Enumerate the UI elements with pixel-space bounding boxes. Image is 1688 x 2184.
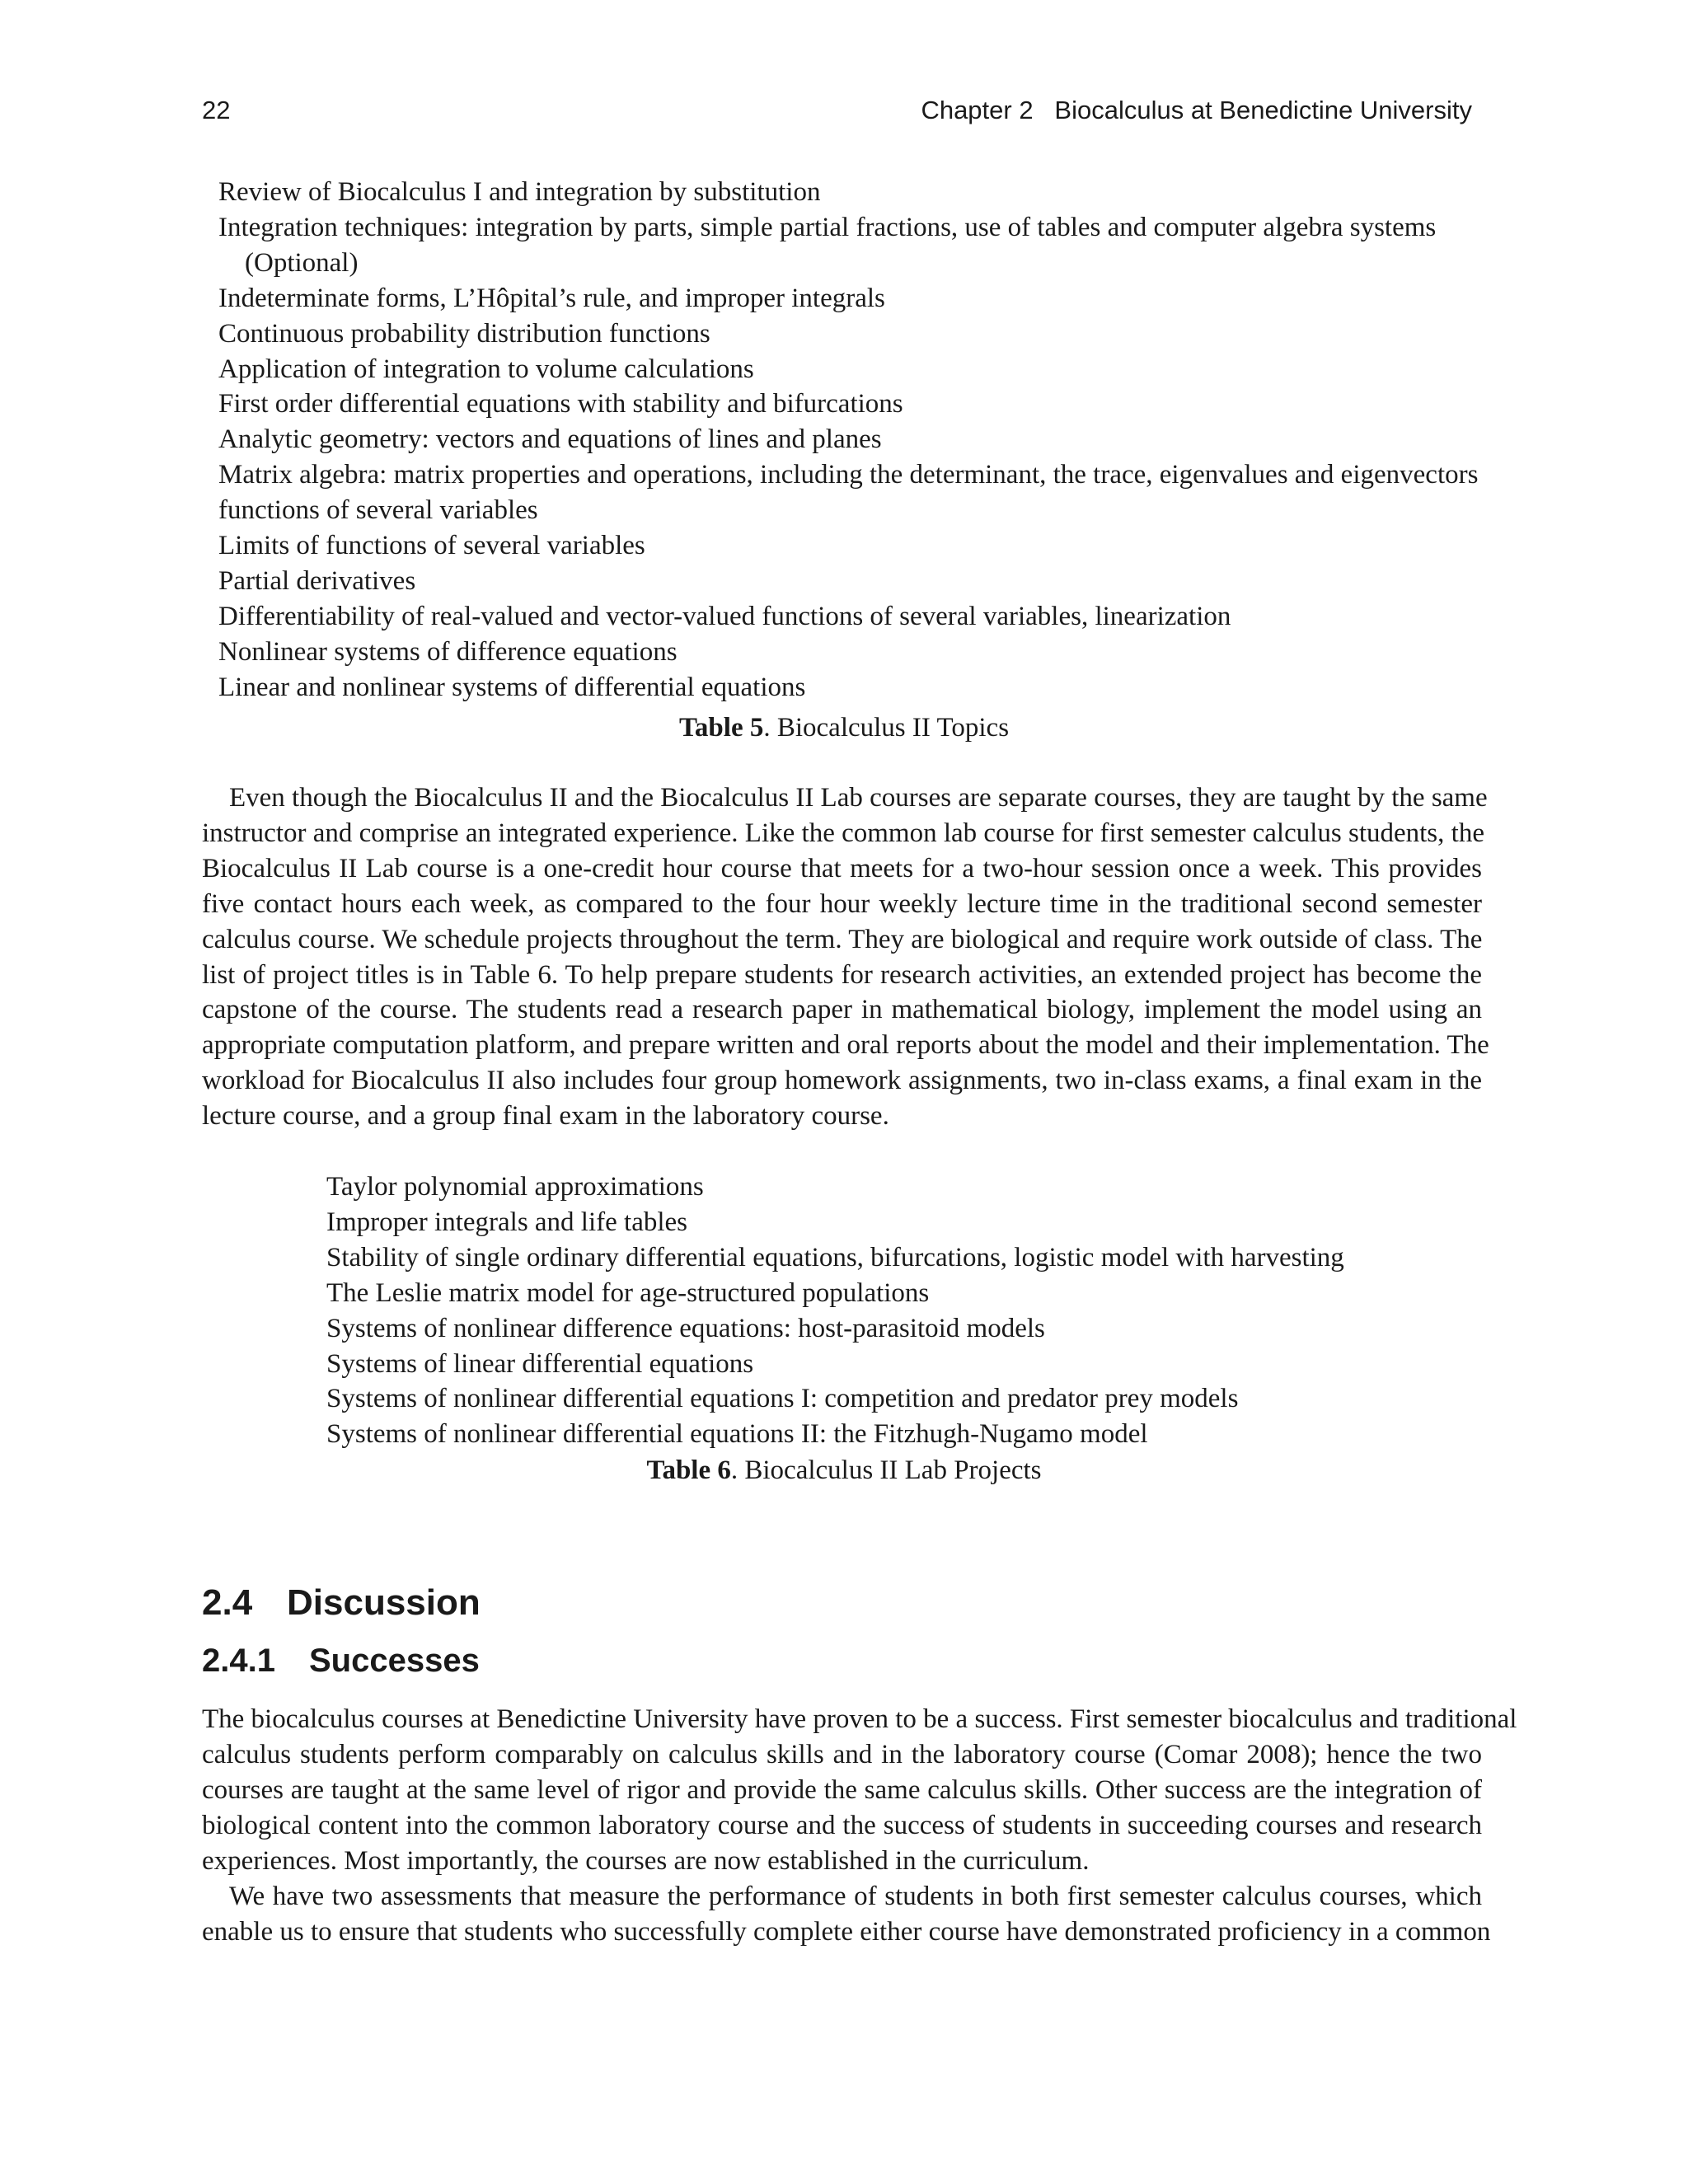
list-item: Systems of nonlinear differential equations II: the Fitzhugh-Nugamo model: [326, 1419, 1148, 1450]
list-item: Linear and nonlinear systems of differential equations: [218, 672, 806, 702]
list-item: Nonlinear systems of difference equations: [218, 636, 678, 667]
list-item: Limits of functions of several variables: [218, 531, 645, 561]
page-number: 22: [202, 96, 231, 124]
list-item: Systems of nonlinear differential equations I: competition and predator prey models: [326, 1384, 1239, 1414]
text-line: experiences. Most importantly, the courses are now established in the curriculum.: [202, 1845, 1090, 1876]
text-line: workload for Biocalculus II also includes four group homework assignments, two in-class exams, a final exam in the: [202, 1066, 1482, 1096]
running-header: [202, 92, 1472, 129]
text-line: calculus course. We schedule projects throughout the term. They are biological and require work outside of class. The: [202, 924, 1483, 954]
body-paragraph-2: [202, 1702, 1517, 1879]
caption-text: . Biocalculus II Lab Projects: [730, 1455, 1042, 1485]
list-item: Integration techniques: integration by parts, simple partial fractions, use of tables and computer algebra systems: [218, 212, 1437, 242]
text-line: calculus students perform comparably on calculus skills and in the laboratory course (Comar 2008); hence the two: [202, 1739, 1482, 1769]
text-line: Biocalculus II Lab course is a one-credit hour course that meets for a two-hour session once a week. This provides: [202, 853, 1482, 883]
list-item: Partial derivatives: [218, 565, 416, 596]
text-line: appropriate computation platform, and prepare written and oral reports about the model and their implementation. The: [202, 1030, 1489, 1061]
text-line: enable us to ensure that students who successfully complete either course have demonstrated proficiency in a common: [202, 1916, 1491, 1947]
list-item: (Optional): [245, 247, 359, 278]
text-line: lecture course, and a group final exam in the laboratory course.: [202, 1101, 889, 1132]
caption-text: . Biocalculus II Topics: [763, 713, 1010, 743]
text-line: biological content into the common laboratory course and the success of students in succeeding courses and research: [202, 1810, 1482, 1840]
list-item: The Leslie matrix model for age-structured populations: [326, 1277, 930, 1308]
table5-caption: [0, 710, 1688, 746]
list-item: Systems of nonlinear difference equations: host-parasitoid models: [326, 1313, 1045, 1343]
text-line: list of project titles is in Table 6. To help prepare students for research activities, an extended project has become the: [202, 959, 1482, 990]
caption-label: Table 6: [646, 1455, 731, 1485]
list-item: Differentiability of real-valued and vector-valued functions of several variables, linearization: [218, 601, 1231, 631]
list-item: Improper integrals and life tables: [326, 1207, 688, 1237]
table6-project-list: [326, 1169, 1480, 1452]
caption-label: Table 5: [678, 713, 764, 743]
body-paragraph-3: [202, 1879, 1491, 1950]
list-item: Matrix algebra: matrix properties and operations, including the determinant, the trace, eigenvalues and eigenvectors: [218, 460, 1479, 490]
text-line: capstone of the course. The students read a research paper in mathematical biology, implement the model using an: [202, 995, 1482, 1025]
list-item: First order differential equations with stability and bifurcations: [218, 389, 903, 419]
text-line: We have two assessments that measure the performance of students in both first semester calculus courses, which: [229, 1882, 1482, 1911]
list-item: functions of several variables: [218, 495, 538, 526]
text-line: five contact hours each week, as compared to the four hour weekly lecture time in the traditional second semester: [202, 888, 1482, 919]
subsection-heading: [202, 1643, 480, 1680]
text-line: Even though the Biocalculus II and the Biocalculus II Lab courses are separate courses, they are taught by the same: [229, 783, 1488, 813]
section-heading: [202, 1582, 481, 1624]
list-item: Taylor polynomial approximations: [326, 1172, 704, 1202]
text-line: The biocalculus courses at Benedictine University have proven to be a success. First semester biocalculus and traditional: [202, 1704, 1517, 1734]
table5-topic-list: [218, 175, 1479, 705]
list-item: Review of Biocalculus I and integration by substitution: [218, 177, 821, 207]
body-paragraph-1: [202, 780, 1489, 1134]
section-title: Discussion: [287, 1582, 481, 1623]
text-line: instructor and comprise an integrated experience. Like the common lab course for first semester calculus students, the: [202, 818, 1484, 848]
list-item: Continuous probability distribution functions: [218, 318, 710, 349]
list-item: Analytic geometry: vectors and equations of lines and planes: [218, 424, 882, 455]
list-item: Systems of linear differential equations: [326, 1348, 754, 1379]
text-line: courses are taught at the same level of rigor and provide the same calculus skills. Other success are the integration of: [202, 1774, 1482, 1805]
subsection-number: 2.4.1: [202, 1643, 275, 1679]
chapter-title: Chapter 2 Biocalculus at Benedictine University: [921, 96, 1472, 124]
list-item: Indeterminate forms, L’Hôpital’s rule, and improper integrals: [218, 283, 885, 313]
table6-caption: [0, 1452, 1688, 1488]
list-item: Stability of single ordinary differential equations, bifurcations, logistic model with harvesting: [326, 1242, 1344, 1272]
subsection-title: Successes: [309, 1643, 480, 1679]
list-item: Application of integration to volume calculations: [218, 354, 754, 384]
section-number: 2.4: [202, 1582, 253, 1623]
